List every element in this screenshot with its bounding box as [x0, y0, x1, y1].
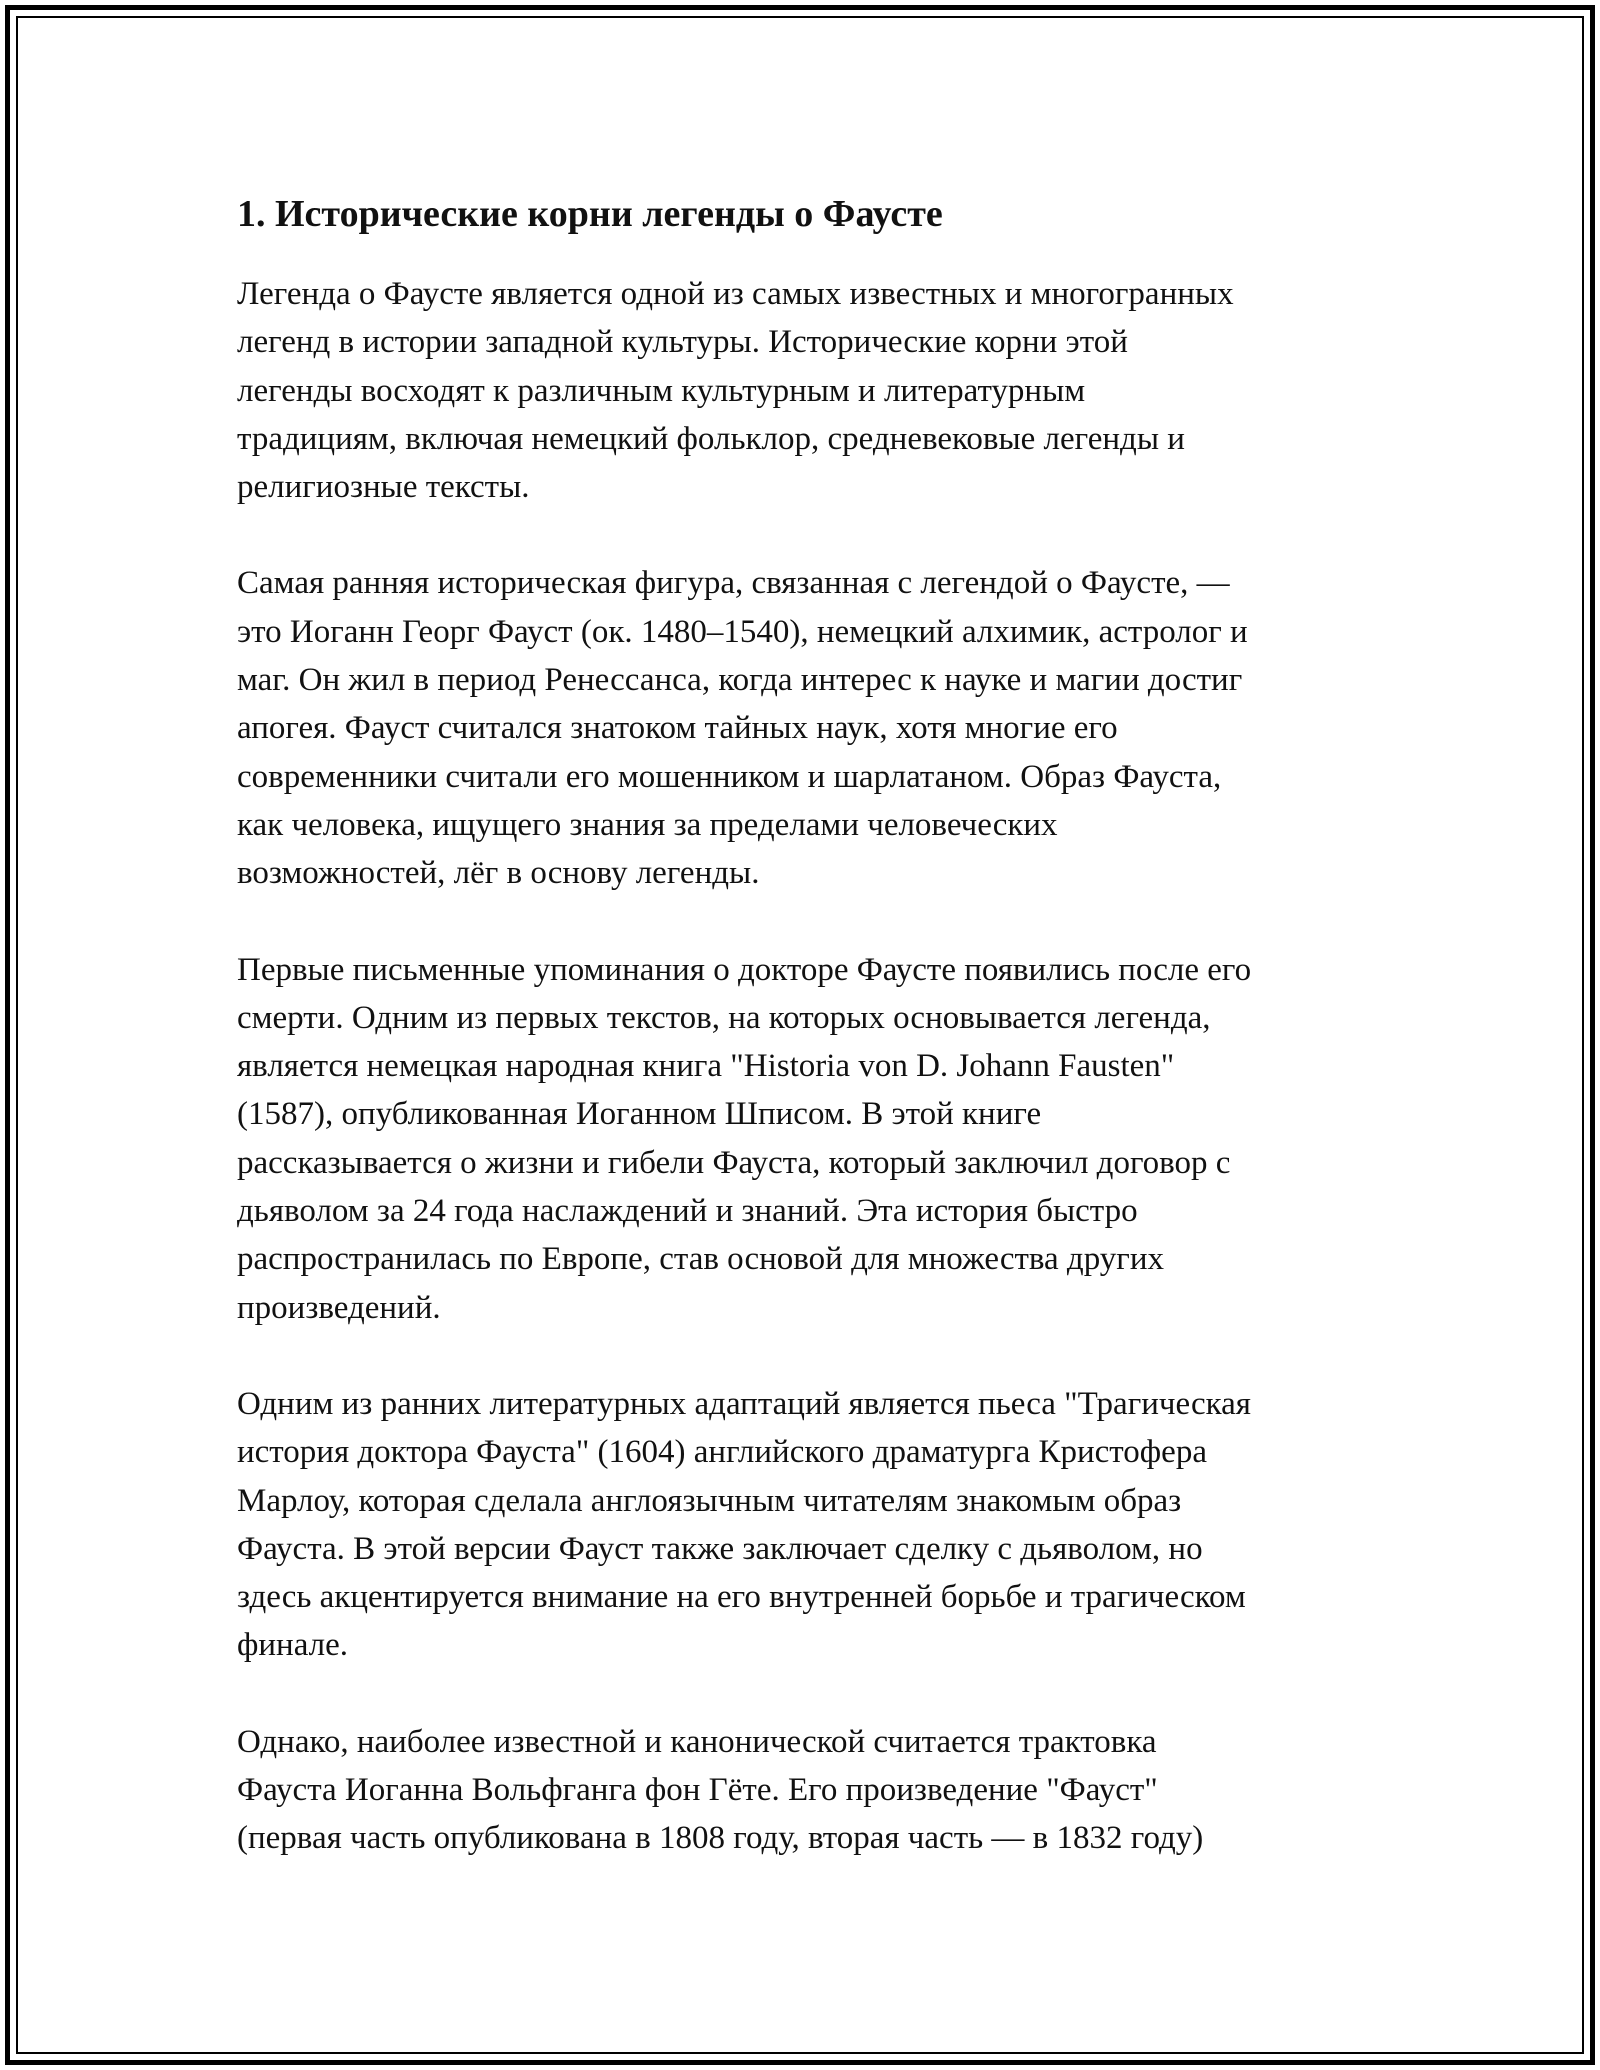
paragraph-5	[237, 1718, 1397, 1863]
page-title: 1. Исторические корни легенды о Фаусте	[237, 193, 943, 235]
paragraph-line: легенд в истории западной культуры. Исторические корни этой	[237, 324, 1128, 361]
paragraph-line: история доктора Фауста" (1604) английского драматурга Кристофера	[237, 1434, 1207, 1471]
paragraph-line: традициям, включая немецкий фольклор, средневековые легенды и	[237, 420, 1185, 457]
paragraph-3	[237, 946, 1397, 1332]
paragraph-line: (первая часть опубликована в 1808 году, вторая часть — в 1832 году)	[237, 1820, 1204, 1857]
paragraph-line: Первые письменные упоминания о докторе Фаусте появились после его	[237, 951, 1252, 988]
paragraph-line: дьяволом за 24 года наслаждений и знаний. Эта история быстро	[237, 1193, 1138, 1230]
paragraph-line: является немецкая народная книга "Historia von D. Johann Fausten"	[237, 1048, 1175, 1085]
paragraph-line: распространилась по Европе, став основой для множества других	[237, 1241, 1164, 1278]
paragraph-line: это Иоганн Георг Фауст (ок. 1480–1540), немецкий алхимик, астролог и	[237, 613, 1248, 650]
paragraph-line: Фауста. В этой версии Фауст также заключает сделку с дьяволом, но	[237, 1530, 1203, 1567]
paragraph-line: Фауста Иоганна Вольфганга фон Гёте. Его произведение "Фауст"	[237, 1772, 1158, 1809]
paragraph-line: маг. Он жил в период Ренессанса, когда интерес к науке и магии достиг	[237, 662, 1243, 699]
document-body	[237, 190, 1397, 1911]
paragraph-4	[237, 1380, 1397, 1670]
paragraph-line: здесь акцентируется внимание на его внутренней борьбе и трагическом	[237, 1579, 1246, 1616]
paragraph-line: современники считали его мошенником и шарлатаном. Образ Фауста,	[237, 758, 1222, 795]
paragraph-line: как человека, ищущего знания за пределами человеческих	[237, 806, 1058, 843]
paragraph-2	[237, 559, 1397, 897]
paragraph-line: (1587), опубликованная Иоганном Шписом. В этой книге	[237, 1096, 1042, 1133]
paragraph-line: рассказывается о жизни и гибели Фауста, который заключил договор с	[237, 1144, 1231, 1181]
paragraph-line: финале.	[237, 1627, 349, 1664]
paragraph-line: религиозные тексты.	[237, 469, 530, 506]
paragraph-line: Самая ранняя историческая фигура, связанная с легендой о Фаусте, —	[237, 565, 1230, 602]
paragraph-line: Однако, наиболее известной и канонической считается трактовка	[237, 1723, 1157, 1760]
paragraph-line: апогея. Фауст считался знатоком тайных наук, хотя многие его	[237, 710, 1118, 747]
paragraph-line: Одним из ранних литературных адаптаций является пьеса "Трагическая	[237, 1385, 1251, 1422]
paragraph-line: Легенда о Фаусте является одной из самых известных и многогранных	[237, 276, 1234, 312]
paragraph-line: произведений.	[237, 1289, 441, 1326]
paragraph-1	[237, 270, 1397, 511]
paragraph-line: Марлоу, которая сделала англоязычным читателям знакомым образ	[237, 1482, 1182, 1519]
paragraph-line: возможностей, лёг в основу легенды.	[237, 855, 760, 892]
paragraph-line: легенды восходят к различным культурным и литературным	[237, 372, 1086, 409]
paragraph-line: смерти. Одним из первых текстов, на которых основывается легенда,	[237, 999, 1211, 1036]
